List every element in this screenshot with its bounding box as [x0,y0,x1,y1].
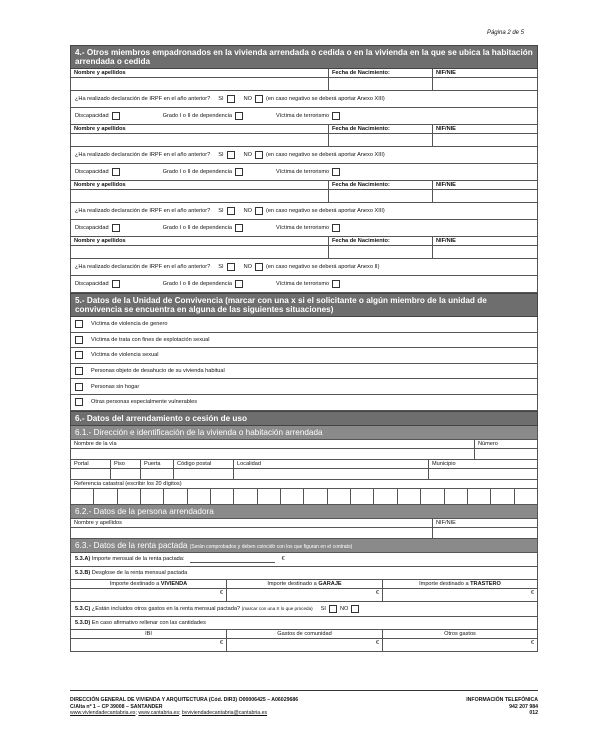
dest-vivienda-input[interactable] [71,589,227,601]
member-name-input[interactable] [71,134,329,146]
footer-phone: 942 207 984 [509,703,538,710]
situation-label: Otras personas especialmente vulnerables [91,399,198,406]
member-name-label: Nombre y apellidos [71,69,329,77]
member-nif-input[interactable] [433,190,537,202]
situation-label: Víctima de violencia sexual [91,352,159,359]
member-name-input[interactable] [71,190,329,202]
dest-vivienda-euro: € [219,589,223,596]
dest-garaje-input[interactable] [227,589,383,601]
situation-item [70,395,538,411]
dest-vivienda-prefix: Importe destinado a [109,580,160,587]
discapacidad-checkbox[interactable] [112,224,120,232]
member-nif-label: NIF/NIE [436,238,456,244]
rent-c-si-checkbox[interactable] [329,605,337,613]
irpf-no-label: NO [243,264,252,270]
dest-trastero-label [383,580,537,588]
dest-garaje-word: GARAJE [318,580,342,587]
dest-trastero-prefix: Importe destinado a [419,580,469,587]
member-irpf-row [70,91,538,108]
footer-web2-link[interactable]: www.cantabria.es [138,710,180,716]
catastral-digit-box[interactable] [141,489,164,504]
rent-a-label: 5.3.A) [75,556,91,563]
situation-label: Personas sin hogar [91,383,140,390]
irpf-si-checkbox[interactable] [227,263,235,271]
member-name-label: Nombre y apellidos [71,181,329,189]
via-input[interactable] [71,449,475,459]
puerta-label: Puerta [141,460,174,468]
rent-a-text: Importe mensual de la renta pactada: [91,556,185,563]
member-birth-input[interactable] [329,246,433,258]
catastral-digit-box[interactable] [234,489,257,504]
member-birth-input[interactable] [329,190,433,202]
ibi-euro: € [219,639,223,646]
irpf-si-checkbox[interactable] [227,207,235,215]
member-header-row [70,237,538,246]
discapacidad-label: Discapacidad [75,281,109,287]
rent-amount-input[interactable] [190,556,275,563]
irpf-no-label: NO [243,208,252,214]
comunidad-input[interactable] [227,639,383,651]
dest-garaje-euro: € [375,589,379,596]
irpf-si-label: SI [218,264,224,270]
member-header-row [70,69,538,78]
terrorismo-checkbox[interactable] [332,168,340,176]
member-irpf-row [70,203,538,220]
discapacidad-checkbox[interactable] [112,280,120,288]
member-status-row [70,276,538,293]
member-status-row [70,108,538,125]
numero-input[interactable] [475,449,537,459]
cp-input[interactable] [174,469,234,479]
terrorismo-label: Víctima de terrorismo [275,281,330,287]
footer-left [70,697,298,717]
catastral-label: Referencia catastral (escribir los 20 dígitos) [74,480,182,487]
rent-b-label: 5.3.B) [75,569,91,576]
address-header-row [70,440,538,449]
section-6-2-title: 6.2.- Datos de la persona arrendadora [70,505,538,519]
situation-label: Víctima de violencia de genero [91,321,168,328]
dest-trastero-euro: € [530,589,534,596]
member-birth-label: Fecha de Nacimiento: [329,237,433,245]
section-6-3-note: (Serán comprobados y deben coincidir con los que figuran en el contrato) [189,543,353,550]
puerta-input[interactable] [141,469,174,479]
member-header-row [70,181,538,190]
catastral-header-row [70,480,538,489]
catastral-digit-box[interactable] [164,489,187,504]
rent-c-label: 5.3.C) [75,605,91,612]
situation-label: Víctima de trata con fines de explotación sexual [91,336,210,343]
ibi-input[interactable] [71,639,227,651]
terrorismo-label: Víctima de terrorismo [275,225,330,231]
member-input-row [70,134,538,147]
other-expenses-detail-row [70,617,538,630]
footer-web1-link[interactable]: www.viviendadecantabria.es [70,710,136,716]
dependencia-label: Grado I o II de dependencia [162,169,232,175]
situation-item [70,379,538,395]
member-birth-label: Fecha de Nacimiento: [329,125,433,133]
member-status-row [70,220,538,237]
address-input-row [70,449,538,460]
via-label: Nombre de la vía [71,440,475,448]
situation-checkbox[interactable] [75,383,83,391]
member-nif-input[interactable] [433,78,537,90]
irpf-si-label: SI [218,152,224,158]
footer-address: C/Alta nº 1 – CP 39008 – SANTANDER [70,703,163,710]
catastral-digit-box[interactable] [188,489,211,504]
catastral-digit-box[interactable] [71,489,94,504]
discapacidad-label: Discapacidad [75,225,109,231]
irpf-note: (en caso negativo se deberá aportar Anexo XIII) [265,152,385,158]
rent-d-text: En caso afirmativo rellenar con las cantidades [91,619,206,626]
other-expenses-row [70,602,538,617]
dependencia-checkbox[interactable] [235,112,243,120]
footer-email-link[interactable]: bvviviendadecantabria@cantabria.es [181,710,268,716]
member-name-label: Nombre y apellidos [71,125,329,133]
page-number: Página 2 de 5 [486,30,524,36]
catastral-digits [71,489,537,504]
otros-euro: € [530,639,534,646]
member-birth-label: Fecha de Nacimiento: [329,181,433,189]
dependencia-label: Grado I o II de dependencia [162,281,232,287]
section-6-title: 6.- Datos del arrendamiento o cesión de uso [70,411,538,426]
member-input-row [70,246,538,259]
member-irpf-row [70,259,538,276]
portal-input[interactable] [71,469,111,479]
member-input-row [70,190,538,203]
catastral-digit-box[interactable] [468,489,491,504]
footer-org: DIRECCIÓN GENERAL DE VIVIENDA Y ARQUITECTURA (Cód. DIR3) O00006425 – A06029686 [70,697,299,703]
dest-vivienda-label [71,580,227,588]
rent-amount-row [70,553,538,567]
member-name-input[interactable] [71,78,329,90]
catastral-digit-box[interactable] [94,489,117,504]
irpf-si-label: SI [218,96,224,102]
irpf-note: (en caso negativo se deberá aportar Anexo II) [265,264,380,270]
irpf-no-checkbox[interactable] [255,207,263,215]
member-nif-label: NIF/NIE [436,70,456,76]
situation-item [70,333,538,349]
dependencia-checkbox[interactable] [235,168,243,176]
landlord-nif-input[interactable] [433,528,537,538]
irpf-note: (en caso negativo se deberá aportar Anexo XIII) [265,96,385,102]
member-name-input[interactable] [71,246,329,258]
irpf-no-label: NO [243,152,252,158]
footer-code: 012 [529,710,538,716]
piso-input[interactable] [111,469,141,479]
irpf-no-checkbox[interactable] [255,263,263,271]
ibi-label: IBI [71,630,227,638]
address-detail-input-row [70,469,538,480]
catastral-digit-box[interactable] [351,489,374,504]
terrorismo-label: Víctima de terrorismo [275,113,330,119]
situation-checkbox[interactable] [75,351,83,359]
situation-checkbox[interactable] [75,320,83,328]
localidad-input[interactable] [234,469,429,479]
catastral-digit-box[interactable] [118,489,141,504]
dependencia-checkbox[interactable] [235,280,243,288]
expenses-header-row [70,630,538,639]
section-6-3-title [70,539,538,553]
comunidad-euro: € [375,639,379,646]
catastral-digit-box[interactable] [374,489,397,504]
footer-right [466,697,538,717]
situation-item [70,348,538,364]
dest-trastero-word: TRASTERO [470,580,501,587]
dependencia-label: Grado I o II de dependencia [162,225,232,231]
section-4-title: 4.- Otros miembros empadronados en la vivienda arrendada o cedida o en la vivienda en la que se ubica la habitación arrendada o cedida [70,45,538,69]
numero-label: Número [478,440,498,447]
dependencia-label: Grado I o II de dependencia [162,113,232,119]
irpf-no-checkbox[interactable] [255,95,263,103]
discapacidad-label: Discapacidad [75,169,109,175]
rent-c-no-checkbox[interactable] [351,605,359,613]
rent-c-no-label: NO [339,605,349,612]
situation-checkbox[interactable] [75,398,83,406]
irpf-si-checkbox[interactable] [227,151,235,159]
irpf-si-label: SI [218,208,224,214]
situation-item [70,317,538,333]
comunidad-label: Gastos de comunidad [227,630,383,638]
rent-c-text: ¿Están incluidos otros gastos en la renta mensual pactada? [91,605,241,612]
catastral-digit-box[interactable] [421,489,444,504]
irpf-note: (en caso negativo se deberá aportar Anexo XIII) [265,208,385,214]
irpf-question: ¿Ha realizado declaración de IRPF en el año anterior? [75,264,211,270]
catastral-digits-row [70,489,538,505]
member-nif-input[interactable] [433,134,537,146]
section-6-1-title: 6.1.- Dirección e identificación de la vivienda o habitación arrendada [70,426,538,440]
municipio-input[interactable] [429,469,537,479]
member-nif-input[interactable] [433,246,537,258]
member-birth-input[interactable] [329,134,433,146]
irpf-question: ¿Ha realizado declaración de IRPF en el año anterior? [75,96,211,102]
footer [70,690,538,716]
member-birth-label: Fecha de Nacimiento: [329,69,433,77]
member-input-row [70,78,538,91]
piso-label: Piso [111,460,141,468]
member-birth-input[interactable] [329,78,433,90]
catastral-digit-box[interactable] [445,489,468,504]
member-nif-label: NIF/NIE [436,182,456,188]
cp-label: Código postal [174,460,234,468]
catastral-digit-box[interactable] [281,489,304,504]
terrorismo-checkbox[interactable] [332,280,340,288]
situation-checkbox[interactable] [75,336,83,344]
catastral-digit-box[interactable] [515,489,537,504]
irpf-si-checkbox[interactable] [227,95,235,103]
footer-info: INFORMACIÓN TELEFÓNICA [466,697,538,703]
terrorismo-checkbox[interactable] [332,112,340,120]
member-name-label: Nombre y apellidos [71,237,329,245]
catastral-digit-box[interactable] [328,489,351,504]
member-nif-label: NIF/NIE [436,126,456,132]
rent-d-label: 5.3.D) [75,619,91,626]
discapacidad-label: Discapacidad [75,113,109,119]
catastral-digit-box[interactable] [491,489,514,504]
form [70,45,538,652]
otros-input[interactable] [383,639,537,651]
expenses-input-row [70,639,538,652]
member-status-row [70,164,538,181]
terrorismo-checkbox[interactable] [332,224,340,232]
member-header-row [70,125,538,134]
landlord-nif-label: NIF/NIE [436,519,456,526]
landlord-name-label: Nombre y apellidos [71,519,433,527]
section-6-3-title-text: 6.3.- Datos de la renta pactada [75,540,188,550]
catastral-digit-box[interactable] [258,489,281,504]
municipio-label: Municipio [432,460,456,467]
discapacidad-checkbox[interactable] [112,112,120,120]
otros-label: Otros gastos [444,630,476,637]
landlord-header-row [70,519,538,528]
rent-c-note: (marcar con una X lo que proceda) [241,606,313,612]
irpf-question: ¿Ha realizado declaración de IRPF en el año anterior? [75,208,211,214]
dest-trastero-input[interactable] [383,589,537,601]
address-detail-header-row [70,460,538,469]
catastral-digit-box[interactable] [304,489,327,504]
portal-label: Portal [71,460,111,468]
rent-c-si-label: SI [320,605,326,612]
section-5-title: 5.- Datos de la Unidad de Convivencia (marcar con una x si el solicitante o algún miembro de la unidad de convivencia se encuentra en alguna de las siguientes situaciones) [70,293,538,317]
discapacidad-checkbox[interactable] [112,168,120,176]
footer-links: www.viviendadecantabria.es; www.cantabria.es; bvviviendadecantabria@cantabria.es [70,710,268,716]
irpf-question: ¿Ha realizado declaración de IRPF en el año anterior? [75,152,211,158]
member-irpf-row [70,147,538,164]
situation-item [70,364,538,380]
landlord-input-row [70,528,538,539]
landlord-name-input[interactable] [71,528,433,538]
catastral-digit-box[interactable] [211,489,234,504]
breakdown-input-row [70,589,538,602]
dependencia-checkbox[interactable] [235,224,243,232]
localidad-label: Localidad [234,460,429,468]
rent-breakdown-row [70,567,538,580]
dest-garaje-label [227,580,383,588]
situation-checkbox[interactable] [75,367,83,375]
terrorismo-label: Víctima de terrorismo [275,169,330,175]
irpf-no-checkbox[interactable] [255,151,263,159]
rent-b-text: Desglose de la renta mensual pactada [91,569,188,576]
irpf-no-label: NO [243,96,252,102]
dest-garaje-prefix: Importe destinado a [267,580,317,587]
situation-label: Personas objeto de desahucio de su vivienda habitual [91,368,225,375]
dest-vivienda-word: VIVIENDA [160,580,188,587]
breakdown-header-row [70,580,538,589]
rent-a-euro: € [281,556,285,563]
catastral-digit-box[interactable] [398,489,421,504]
